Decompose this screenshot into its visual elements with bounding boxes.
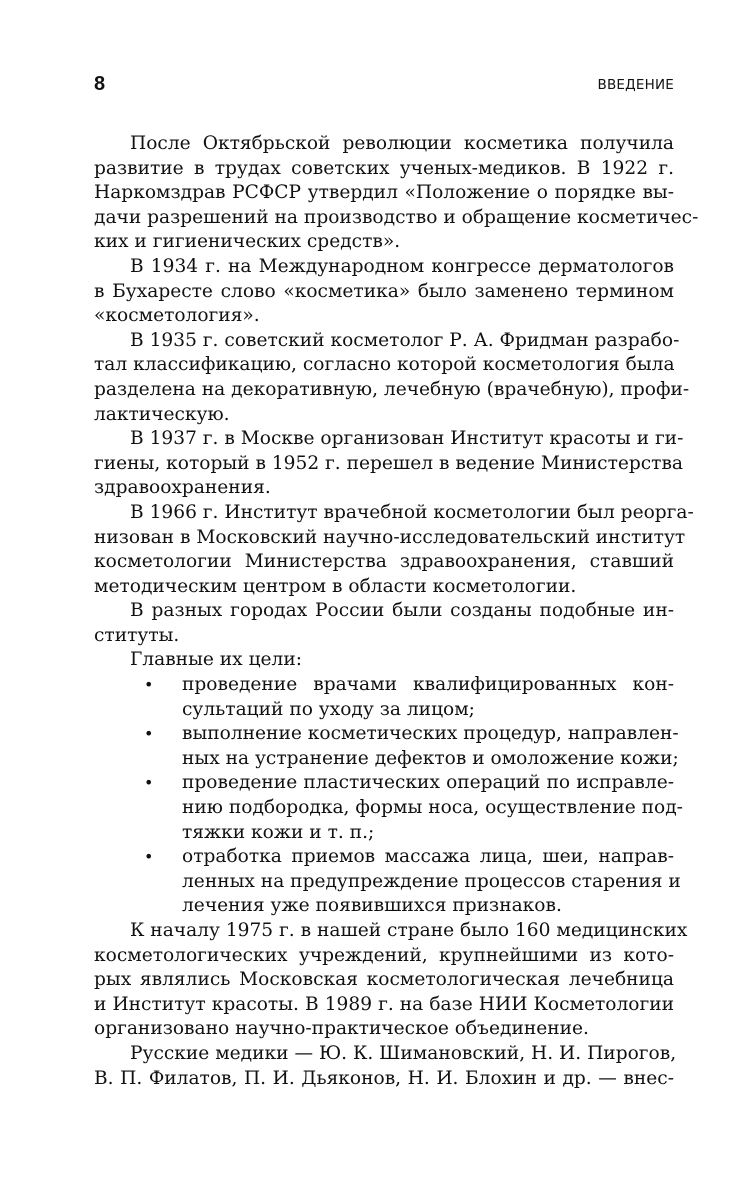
running-header: ВВЕДЕНИЕ (597, 77, 674, 93)
paragraph-6 (94, 599, 674, 648)
text-line: ституты. (94, 624, 180, 646)
list-item (94, 673, 674, 722)
text-line: После Октябрьской революции косметика получила (130, 133, 674, 154)
page-body (94, 132, 699, 1091)
text-line: сультаций по уходу за лицом; (182, 698, 475, 720)
text-line: проведение врачами квалифицированных кон- (182, 674, 674, 696)
text-line: нию подбородка, формы носа, осуществление под- (182, 797, 683, 819)
text-line: В 1937 г. в Москве организован Институт красоты и ги- (130, 428, 684, 450)
paragraph-8 (94, 919, 688, 1042)
list-item (94, 771, 683, 845)
text-line: организовано научно-практическое объединение. (94, 1018, 589, 1040)
bullet-icon: • (144, 724, 154, 744)
text-line: здравоохранения. (94, 477, 271, 499)
text-line: косметологии Министерства здравоохранения, ставший (94, 551, 674, 573)
paragraph-4 (94, 427, 684, 501)
text-line: ленных на предупреждение процессов старения и (182, 870, 681, 892)
text-line: в Бухаресте слово «косметика» было заменено термином (94, 280, 674, 302)
goals-bullet-list (94, 673, 683, 919)
text-line: «косметология». (94, 305, 260, 327)
paragraph-9 (94, 1042, 677, 1091)
text-line: К началу 1975 г. в нашей стране было 160 медицинских (130, 920, 688, 941)
text-line: развитие в трудах советских ученых-медиков. В 1922 г. (94, 157, 674, 179)
text-line: Наркомздрав РСФСР утвердил «Положение о порядке вы- (94, 182, 674, 204)
text-line: низован в Московский научно-исследовательский институт (94, 526, 686, 548)
text-line: ных на устранение дефектов и омоложение кожи; (182, 747, 679, 769)
text-line: методическим центром в области косметологии. (94, 575, 577, 597)
paragraph-3 (94, 329, 690, 427)
text-line: Русские медики — Ю. К. Шимановский, Н. И. Пирогов, (130, 1042, 677, 1064)
paragraph-2 (94, 255, 674, 329)
text-line: В 1966 г. Институт врачебной косметологии был реорга- (130, 501, 694, 523)
text-line: гиены, который в 1952 г. перешел в ведение Министерства (94, 452, 684, 474)
text-line: ких и гигиенических средств». (94, 231, 401, 253)
list-item (94, 722, 679, 771)
bullet-icon: • (144, 847, 154, 867)
paragraph-1 (94, 132, 699, 255)
list-intro (94, 648, 674, 673)
text-line: В 1934 г. на Международном конгрессе дерматологов (130, 255, 674, 277)
text-line: выполнение косметических процедур, направлен- (182, 723, 679, 745)
text-line: тал классификацию, согласно которой косметология была (94, 354, 675, 376)
text-line: В. П. Филатов, П. И. Дьяконов, Н. И. Блохин и др. — внес- (94, 1067, 674, 1089)
text-line: лактическую. (94, 403, 230, 425)
text-line: косметологических учреждений, крупнейшими из кото- (94, 944, 674, 966)
text-line: и Институт красоты. В 1989 г. на базе НИИ Косметологии (94, 993, 674, 1015)
text-line: проведение пластических операций по исправле- (182, 772, 674, 794)
text-line: разделена на декоративную, лечебную (врачебную), профи- (94, 378, 690, 400)
paragraph-5 (94, 501, 694, 599)
bullet-icon: • (144, 675, 154, 695)
text-line: Главные их цели: (130, 649, 303, 671)
text-line: дачи разрешений на производство и обращение косметичес- (94, 206, 699, 228)
text-line: лечения уже появившихся признаков. (182, 895, 562, 917)
page-number: 8 (94, 73, 106, 95)
text-line: В разных городах России были созданы подобные ин- (130, 600, 674, 622)
bullet-icon: • (144, 773, 154, 793)
text-line: отработка приемов массажа лица, шеи, направ- (182, 846, 674, 868)
text-line: тяжки кожи и т. п.; (182, 821, 375, 843)
list-item (94, 845, 681, 919)
text-line: рых являлись Московская косметологическая лечебница (94, 969, 674, 991)
text-line: В 1935 г. советский косметолог Р. А. Фридман разрабо- (130, 329, 680, 351)
